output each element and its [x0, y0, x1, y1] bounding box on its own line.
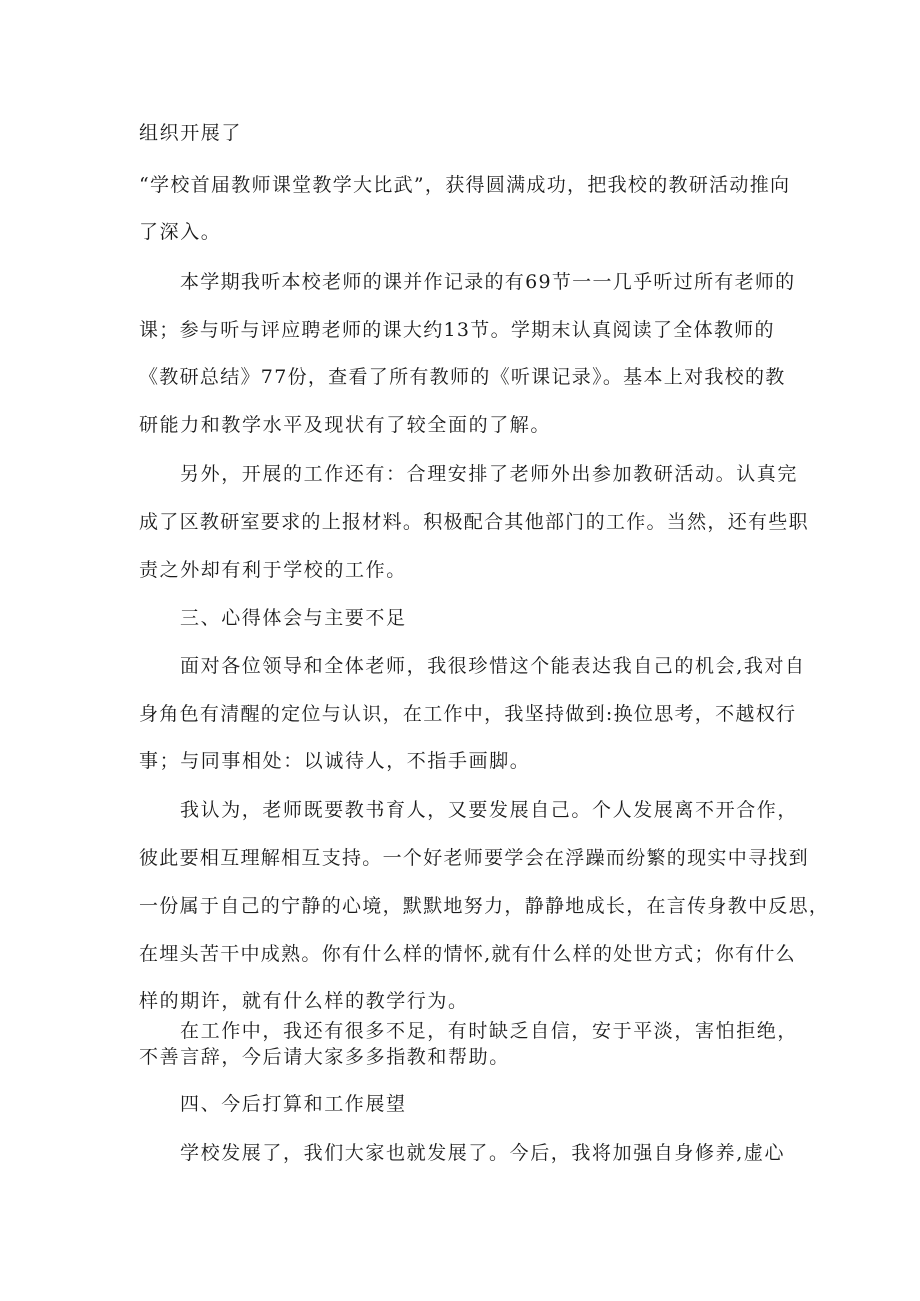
text-line: 在埋头苦干中成熟。你有什么样的情怀,就有什么样的处世方式；你有什么	[139, 943, 796, 965]
text-line: 责之外却有利于学校的工作。	[139, 559, 407, 581]
text-line: 不善言辞，今后请大家多多指教和帮助。	[139, 1046, 510, 1068]
paragraph-first-line: 学校发展了，我们大家也就发展了。今后，我将加强自身修养,虚心	[180, 1142, 786, 1164]
text-line: 组织开展了	[139, 122, 243, 144]
section-heading: 三、心得体会与主要不足	[180, 607, 407, 629]
text-line: 研能力和教学水平及现状有了较全面的了解。	[139, 414, 552, 436]
text-line: 了深入。	[139, 221, 222, 243]
text-line: 事；与同事相处：以诚待人，不指手画脚。	[139, 750, 531, 772]
text-line: 一份属于自己的宁静的心境，默默地努力，静静地成长，在言传身教中反思，	[139, 895, 830, 917]
text-line: 彼此要相互理解相互支持。一个好老师要学会在浮躁而纷繁的现实中寻找到	[139, 847, 809, 869]
text-line: 成了区教研室要求的上报材料。积极配合其他部门的工作。当然，还有些职	[139, 511, 809, 533]
text-line: 样的期许，就有什么样的教学行为。	[139, 990, 469, 1012]
paragraph-first-line: 我认为，老师既要教书育人，又要发展自己。个人发展离不开合作，	[180, 799, 799, 821]
paragraph-first-line: 面对各位领导和全体老师，我很珍惜这个能表达我自己的机会,我对自	[180, 655, 806, 677]
text-line: 课；参与听与评应聘老师的课大约13节。学期末认真阅读了全体教师的	[139, 319, 775, 341]
paragraph-first-line: 另外，开展的工作还有：合理安排了老师外出参加教研活动。认真完	[180, 463, 799, 485]
section-heading: 四、今后打算和工作展望	[180, 1093, 407, 1115]
text-line: “学校首届教师课堂教学大比武”，获得圆满成功，把我校的教研活动推向	[139, 174, 791, 196]
paragraph-first-line: 本学期我听本校老师的课并作记录的有69节一一几乎听过所有老师的	[180, 271, 796, 293]
text-line: 《教研总结》77份，查看了所有教师的《听课记录》。基本上对我校的教	[139, 366, 786, 388]
paragraph-first-line: 在工作中，我还有很多不足，有时缺乏自信，安于平淡，害怕拒绝，	[180, 1020, 799, 1042]
text-line: 身角色有清醒的定位与认识，在工作中，我坚持做到:换位思考，不越权行	[139, 703, 797, 725]
